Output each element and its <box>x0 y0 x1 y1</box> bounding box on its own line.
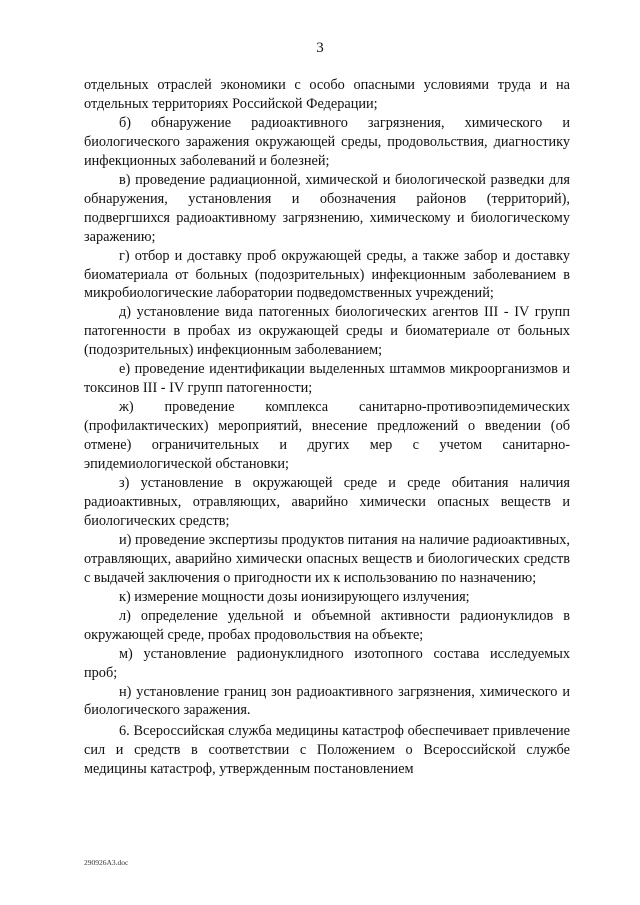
paragraph-continuation: отдельных отраслей экономики с особо опасными условиями труда и на отдельных территориях Российской Федерации; <box>84 77 570 112</box>
paragraph-item-b: б) обнаружение радиоактивного загрязнения, химического и биологического заражения окружающей среды, продовольствия, диагностику инфекционных заболеваний и болезней; <box>84 114 570 169</box>
paragraph-item-v: в) проведение радиационной, химической и биологической разведки для обнаружения, установления и обозначения районов (территорий), подвергшихся радиоактивному загрязнению, химическому и биологическому заражению; <box>84 171 570 245</box>
page-number: 3 <box>316 40 324 56</box>
paragraph-item-g: г) отбор и доставку проб окружающей среды, а также забор и доставку биоматериала от больных (подозрительных) инфекционным заболеванием в микробиологические лаборатории подведомственных учреждений; <box>84 247 570 302</box>
paragraph-item-e: е) проведение идентификации выделенных штаммов микроорганизмов и токсинов III - IV групп патогенности; <box>84 361 570 397</box>
paragraph-item-z: з) установление в окружающей среде и среде обитания наличия радиоактивных, отравляющих, аварийно химически опасных веществ и биологических средств; <box>84 475 570 529</box>
paragraph-item-m: м) установление радионуклидного изотопного состава исследуемых проб; <box>84 645 570 681</box>
paragraph-item-n: н) установление границ зон радиоактивного загрязнения, химического и биологического заражения. <box>84 683 570 719</box>
file-name-footer: 290926A3.doc <box>84 858 129 867</box>
paragraph-section-6: 6. Всероссийская служба медицины катастроф обеспечивает привлечение сил и средств в соответствии с Положением о Всероссийской службе медицины катастроф, утвержденным постановлением <box>84 723 570 778</box>
paragraph-item-zh: ж) проведение комплекса санитарно-противоэпидемических (профилактических) мероприятий, внесение предложений о введении (об отмене) ограничительных и других мер с учетом санитарно-эпидемиологической обстановки; <box>84 399 570 473</box>
paragraph-item-d: д) установление вида патогенных биологических агентов III - IV групп патогенности в пробах из окружающей среды и биоматериале от больных (подозрительных) инфекционным заболеванием; <box>84 304 570 359</box>
paragraph-item-k: к) измерение мощности дозы ионизирующего излучения; <box>119 588 470 605</box>
document-body <box>84 76 570 779</box>
paragraph-item-l: л) определение удельной и объемной активности радионуклидов в окружающей среде, пробах продовольствия на объекте; <box>84 607 570 643</box>
paragraph-item-i: и) проведение экспертизы продуктов питания на наличие радиоактивных, отравляющих, аварийно химически опасных веществ и биологических средств с выдачей заключения о пригодности их к использованию по назначению; <box>84 531 570 586</box>
